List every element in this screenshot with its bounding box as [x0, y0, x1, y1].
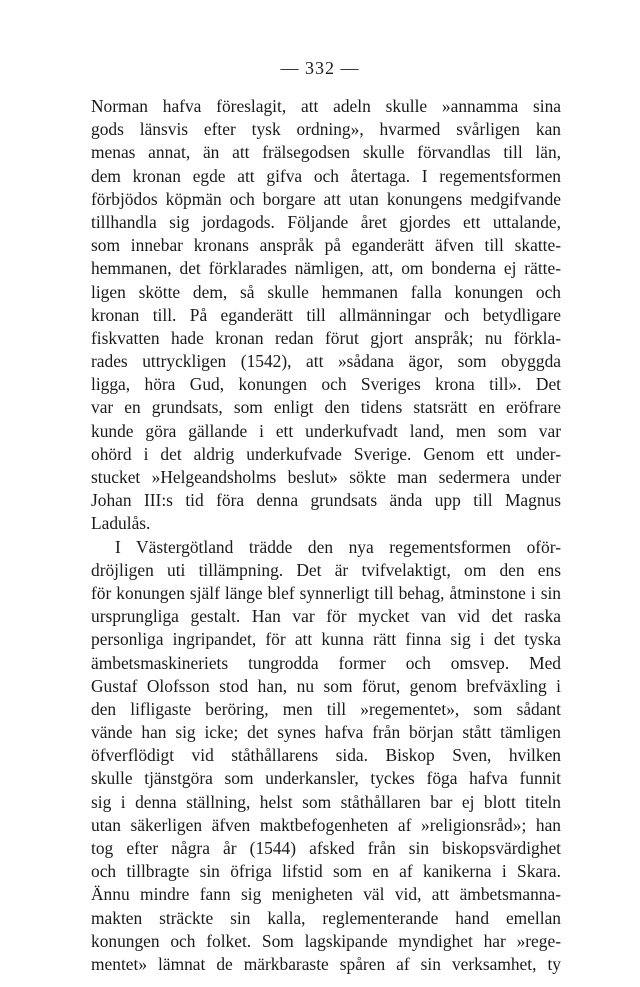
- text-line: fiskvatten hade kronan redan förut gjort anspråk; nu förkla-: [91, 327, 561, 348]
- text-line: vände han sig icke; det synes hafva från början stått tämligen: [91, 722, 561, 743]
- text-line: ligen skötte dem, så skulle hemmanen falla konungen och: [91, 281, 561, 302]
- text-line: Johan III:s tid föra denna grundsats ända upp till Magnus: [91, 490, 561, 511]
- text-line: sig i denna ställning, helst som ståthållaren bar ej blott titeln: [91, 791, 561, 812]
- text-line: hemmanen, det förklarades nämligen, att, om bonderna ej rätte-: [91, 258, 561, 279]
- text-line: Ännu mindre fann sig menigheten väl vid, att ämbetsmanna-: [91, 884, 561, 905]
- text-line: ohörd i det aldrig underkufvade Sverige. Genom ett under-: [91, 443, 561, 464]
- text-line: dröjligen uti tillämpning. Det är tvifvelaktigt, om den ens: [91, 559, 561, 580]
- text-line: öfverflödigt vid ståthållarens sida. Biskop Sven, hvilken: [91, 745, 561, 766]
- text-line: tog efter några år (1544) afsked från sin biskopsvärdighet: [91, 838, 561, 858]
- text-line: som innebar kronans anspråk på eganderätt äfven till skatte-: [91, 235, 561, 256]
- text-line: den lifligaste beröring, men till »regementet», som sådant: [91, 698, 561, 719]
- text-line: konungen och folket. Som lagskipande myndighet har »rege-: [91, 930, 561, 951]
- text-line: mentet» lämnat de märkbaraste spåren af sin verksamhet, ty: [91, 953, 561, 974]
- text-line: makten sträckte sin kalla, reglementerande hand emellan: [91, 907, 561, 928]
- text-line: förbjödos köpmän och borgare att utan konungens medgifvande: [91, 188, 561, 209]
- text-line: menas annat, än att frälsegodsen skulle förvandlas till län,: [91, 142, 561, 163]
- text-line: ligga, höra Gud, konungen och Sveriges krona till». Det: [91, 374, 561, 395]
- text-line: I Västergötland trädde den nya regementsformen oför-: [115, 536, 561, 557]
- text-line: rades uttryckligen (1542), att »sådana ägor, som obyggda: [91, 351, 561, 372]
- text-line: personliga ingripandet, för att kunna rätt finna sig i det tyska: [91, 629, 561, 650]
- text-line: för konungen själf länge blef synnerligt till behag, åtminstone i sin: [91, 582, 561, 603]
- body-text: [91, 95, 561, 976]
- text-line: Gustaf Olofsson stod han, nu som förut, genom brefväxling i: [91, 675, 561, 696]
- text-line: tillhandla sig jordagods. Följande året gjordes ett uttalande,: [91, 211, 561, 232]
- text-line: Norman hafva föreslagit, att adeln skulle »annamma sina: [91, 96, 561, 116]
- text-line: stucket »Helgeandsholms beslut» sökte man sedermera under: [91, 467, 561, 487]
- page-number: — 332 —: [280, 58, 360, 78]
- text-line: kunde göra gällande i ett underkufvadt land, men som var: [91, 420, 561, 441]
- text-line: ursprungliga gestalt. Han var för mycket van vid det raska: [91, 606, 561, 627]
- text-line: ämbetsmaskineriets tungrodda former och omsvep. Med: [91, 652, 561, 673]
- text-line: var en grundsats, som enligt den tidens statsrätt en eröfrare: [91, 397, 561, 418]
- text-line: utan säkerligen äfven maktbefogenheten af »religionsråd»; han: [91, 814, 561, 835]
- text-line: Ladulås.: [91, 513, 151, 534]
- text-line: kronan till. På eganderätt till allmänningar och betydligare: [91, 304, 561, 325]
- text-line: dem kronan egde att gifva och återtaga. I regementsformen: [91, 165, 561, 186]
- text-line: och tillbragte sin öfriga lifstid som en af kanikerna i Skara.: [91, 861, 561, 882]
- text-line: skulle tjänstgöra som underkansler, tyckes föga hafva funnit: [91, 768, 561, 789]
- text-line: gods länsvis efter tysk ordning», hvarmed svårligen kan: [91, 119, 561, 140]
